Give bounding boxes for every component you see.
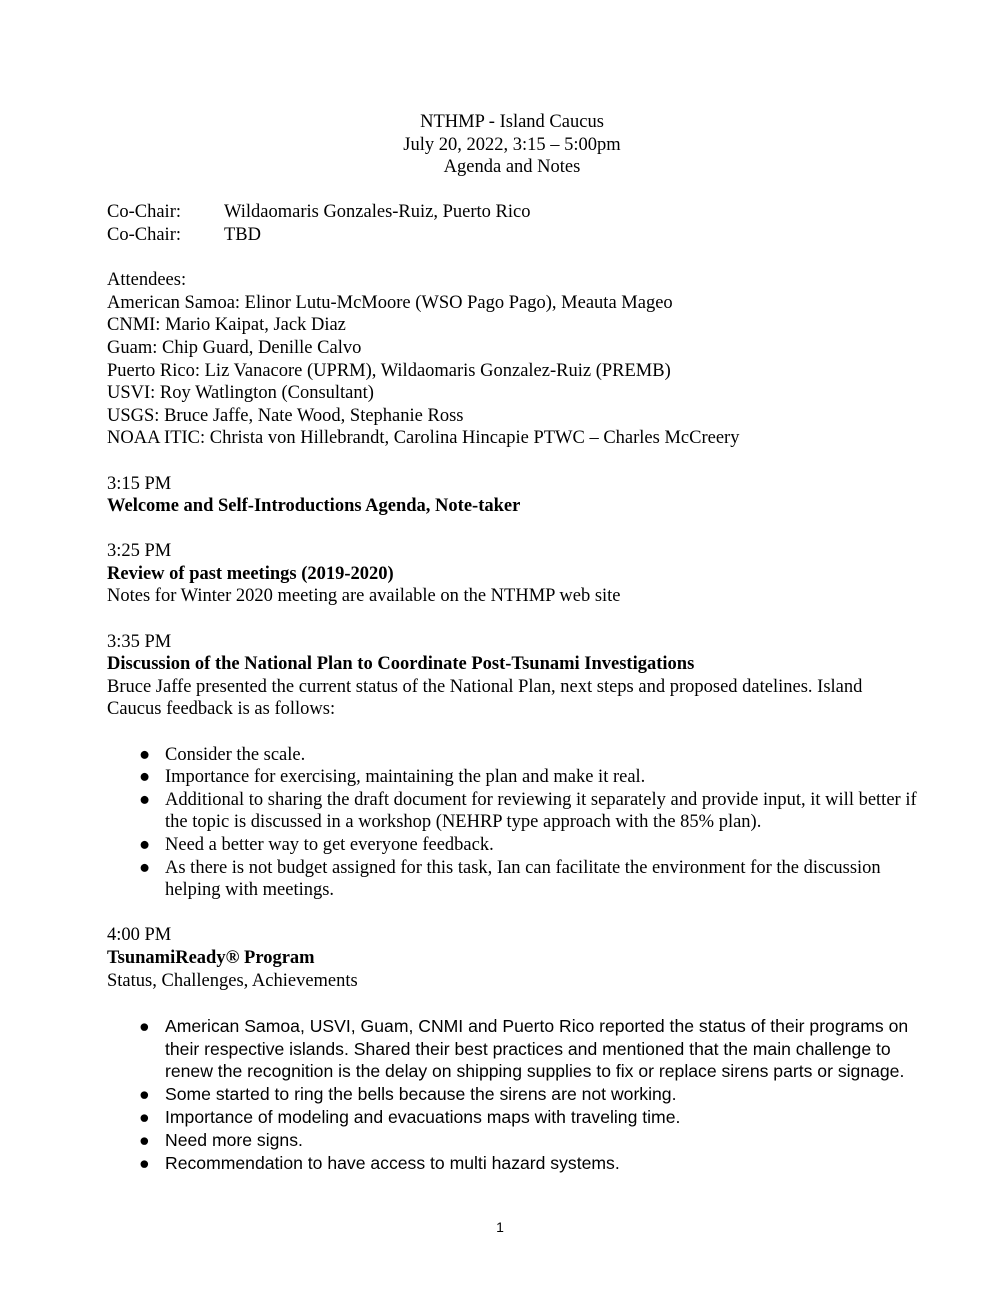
co-chair-row <box>107 224 917 247</box>
attendee-line: American Samoa: Elinor Lutu-McMoore (WSO Pago Pago), Meauta Mageo <box>107 292 673 313</box>
section-time: 3:15 PM <box>107 473 172 494</box>
section-title: TsunamiReady® Program <box>107 947 315 968</box>
status-list <box>107 1015 917 1175</box>
list-item: ● As there is not budget assigned for this task, Ian can facilitate the environment for the discussion helping with meetings. <box>139 857 881 901</box>
attendee-line: USGS: Bruce Jaffe, Nate Wood, Stephanie Ross <box>107 405 464 426</box>
list-item: ● Some started to ring the bells because the sirens are not working. <box>139 1084 677 1105</box>
co-chair-value: Wildaomaris Gonzales-Ruiz, Puerto Rico <box>224 202 531 223</box>
agenda-section-past-meetings <box>107 540 917 608</box>
section-title: Review of past meetings (2019-2020) <box>107 563 394 584</box>
bullet-icon: ● <box>139 857 151 878</box>
co-chairs <box>107 201 917 246</box>
co-chair-value: TBD <box>224 224 261 245</box>
document-page <box>107 111 917 1174</box>
bullet-icon: ● <box>139 1106 150 1127</box>
bullet-icon: ● <box>139 1152 150 1173</box>
section-time: 3:25 PM <box>107 541 172 562</box>
attendee-line: CNMI: Mario Kaipat, Jack Diaz <box>107 315 346 336</box>
agenda-section-national-plan <box>107 631 917 902</box>
attendee-line: Puerto Rico: Liz Vanacore (UPRM), Wildaomaris Gonzalez-Ruiz (PREMB) <box>107 360 671 381</box>
co-chair-row <box>107 201 917 224</box>
document-header <box>107 111 917 179</box>
section-body: Notes for Winter 2020 meeting are available on the NTHMP web site <box>107 586 621 607</box>
attendees-heading: Attendees: <box>107 270 187 291</box>
bullet-icon: ● <box>139 1084 150 1105</box>
agenda-section-welcome <box>107 473 917 518</box>
bullet-icon: ● <box>139 789 151 810</box>
bullet-icon: ● <box>139 1015 150 1036</box>
document-subtitle: Agenda and Notes <box>443 157 581 178</box>
agenda-section-tsunamiready <box>107 924 917 1174</box>
document-title: NTHMP - Island Caucus <box>420 112 604 132</box>
bullet-icon: ● <box>139 835 151 855</box>
bullet-icon: ● <box>139 1129 150 1150</box>
list-item: ● Need more signs. <box>139 1129 303 1150</box>
attendee-line: USVI: Roy Watlington (Consultant) <box>107 383 374 404</box>
section-body: Bruce Jaffe presented the current status of the National Plan, next steps and proposed datelines. Island Caucus feedback is as follows: <box>107 676 863 720</box>
section-title: Welcome and Self-Introductions Agenda, Note-taker <box>107 496 521 517</box>
attendees-block <box>107 269 917 450</box>
section-time: 4:00 PM <box>107 925 172 946</box>
list-item: ● Importance of modeling and evacuations maps with traveling time. <box>139 1106 681 1127</box>
bullet-icon: ● <box>139 767 151 788</box>
page-number: 1 <box>496 1219 504 1235</box>
list-item: ● Consider the scale. <box>139 744 306 765</box>
section-body: Status, Challenges, Achievements <box>107 970 358 991</box>
section-title: Discussion of the National Plan to Coordinate Post-Tsunami Investigations <box>107 654 695 675</box>
list-item: ● Recommendation to have access to multi hazard systems. <box>139 1152 620 1173</box>
co-chair-label: Co-Chair: <box>107 224 181 245</box>
list-item: ● American Samoa, USVI, Guam, CNMI and Puerto Rico reported the status of their programs on their respective islands. Shared their best practices and mentioned that the main challenge to renew the recognition is the delay on shipping supplies to fix or replace sirens parts or signage. <box>139 1015 909 1082</box>
attendee-line: NOAA ITIC: Christa von Hillebrandt, Carolina Hincapie PTWC – Charles McCreery <box>107 428 740 449</box>
list-item: ● Need a better way to get everyone feedback. <box>139 835 494 855</box>
bullet-icon: ● <box>139 744 151 765</box>
list-item: ● Importance for exercising, maintaining the plan and make it real. <box>139 767 646 788</box>
feedback-list <box>107 744 917 902</box>
attendee-line: Guam: Chip Guard, Denille Calvo <box>107 337 362 358</box>
section-time: 3:35 PM <box>107 631 172 652</box>
list-item: ● Additional to sharing the draft document for reviewing it separately and provide input, it will better if the topic is discussed in a workshop (NEHRP type approach with the 85% plan). <box>139 789 917 833</box>
meeting-date: July 20, 2022, 3:15 – 5:00pm <box>403 134 621 155</box>
co-chair-label: Co-Chair: <box>107 202 181 223</box>
